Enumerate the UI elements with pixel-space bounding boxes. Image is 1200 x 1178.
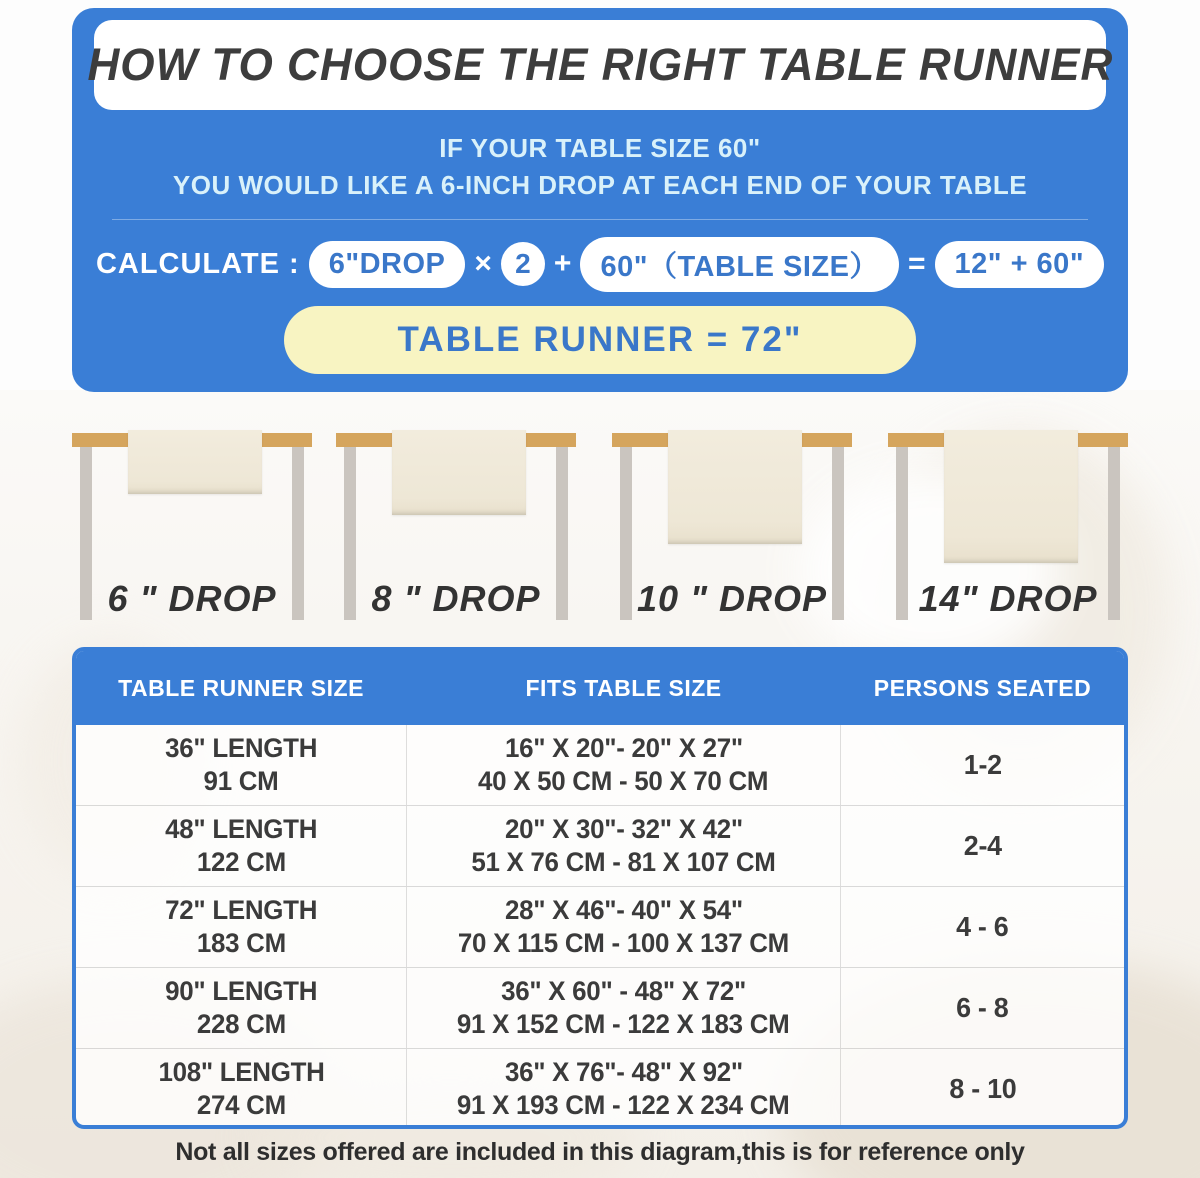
persons-count: 2-4 [963,829,1002,861]
fits-size-cm: 70 X 115 CM - 100 X 137 CM [458,928,790,958]
persons-count: 1-2 [963,748,1002,780]
drop-label: 6 " DROP [107,578,277,619]
runner-length-inches: 72" LENGTH [165,895,318,926]
table-illustration-14-inch [888,430,1128,622]
size-chart [72,647,1128,1129]
fits-table-size-cell [406,1049,841,1129]
multiplier-circle: 2 [501,242,545,286]
title-banner [87,20,1113,110]
column-header-fits-table-size: FITS TABLE SIZE [525,674,722,701]
fits-table-size-cell [406,887,841,967]
page-title: HOW TO CHOOSE THE RIGHT TABLE RUNNER [87,39,1113,90]
table-illustration-8-inch [336,430,576,622]
hero-panel [72,8,1128,392]
table-runner-graphic [668,430,802,544]
persons-count: 4 - 6 [956,910,1009,942]
plus-sign: + [553,247,572,280]
sum-pill: 12" + 60" [935,241,1105,288]
fits-table-size-cell [406,725,841,805]
runner-size-cell [76,806,406,886]
table-row [76,1048,1124,1129]
reference-footnote: Not all sizes offered are included in this diagram,this is for reference only [175,1138,1025,1166]
table-runner-graphic [392,430,526,515]
runner-size-cell [76,968,406,1048]
hero-subline-1: IF YOUR TABLE SIZE 60" [439,133,761,163]
equals-sign: = [907,247,926,280]
runner-size-cell [76,1049,406,1129]
hero-divider [112,219,1088,220]
table-runner-graphic [944,430,1078,563]
table-row [76,967,1124,1048]
runner-length-inches: 108" LENGTH [157,1057,325,1088]
persons-seated-cell [841,725,1124,805]
persons-seated-cell [841,968,1124,1048]
fits-size-inches: 36" X 76"- 48" X 92" [504,1057,743,1088]
fits-size-cm: 91 X 152 CM - 122 X 183 CM [457,1009,790,1039]
fits-size-inches: 28" X 46"- 40" X 54" [504,895,743,926]
drop-label: 10 " DROP [636,578,828,619]
persons-count: 8 - 10 [948,1072,1016,1104]
fits-table-size-cell [406,968,841,1048]
fits-size-inches: 16" X 20"- 20" X 27" [504,733,743,764]
table-illustration-10-inch [612,430,852,622]
runner-length-inches: 90" LENGTH [165,976,318,1007]
fits-size-cm: 51 X 76 CM - 81 X 107 CM [471,847,776,877]
calculate-label: CALCULATE : [95,247,300,280]
persons-seated-cell [841,806,1124,886]
runner-size-cell [76,725,406,805]
table-illustration-6-inch [72,430,312,622]
fits-table-size-cell [406,806,841,886]
runner-length-cm: 91 CM [203,766,279,796]
size-chart-header [76,651,1124,725]
runner-length-cm: 228 CM [196,1009,286,1039]
persons-seated-cell [841,887,1124,967]
drop-value-pill: 6"DROP [309,241,466,288]
table-row [76,725,1124,805]
runner-length-cm: 122 CM [196,847,286,877]
runner-length-inches: 48" LENGTH [165,814,318,845]
table-size-pill: 60"（TABLE SIZE） [580,237,899,292]
column-header-persons-seated: PERSONS SEATED [873,674,1092,701]
fits-size-inches: 20" X 30"- 32" X 42" [504,814,743,845]
column-header-runner-size: TABLE RUNNER SIZE [118,674,364,701]
drop-label: 8 " DROP [371,578,541,619]
persons-seated-cell [841,1049,1124,1129]
size-chart-body [76,725,1124,1129]
persons-count: 6 - 8 [956,991,1009,1023]
runner-length-cm: 274 CM [196,1090,286,1120]
runner-length-cm: 183 CM [196,928,286,958]
fits-size-cm: 40 X 50 CM - 50 X 70 CM [478,766,769,796]
table-row [76,886,1124,967]
runner-length-inches: 36" LENGTH [165,733,318,764]
multiply-sign: × [474,247,492,280]
fits-size-inches: 36" X 60" - 48" X 72" [501,976,746,1007]
drop-label: 14" DROP [918,578,1098,619]
runner-size-cell [76,887,406,967]
table-row [76,805,1124,886]
table-runner-graphic [128,430,262,494]
hero-subline-2: YOU WOULD LIKE A 6-INCH DROP AT EACH END OF YOUR TABLE [172,170,1028,200]
result-pill: TABLE RUNNER = 72" [284,306,916,374]
calculation-row [84,236,1116,292]
fits-size-cm: 91 X 193 CM - 122 X 234 CM [457,1090,790,1120]
